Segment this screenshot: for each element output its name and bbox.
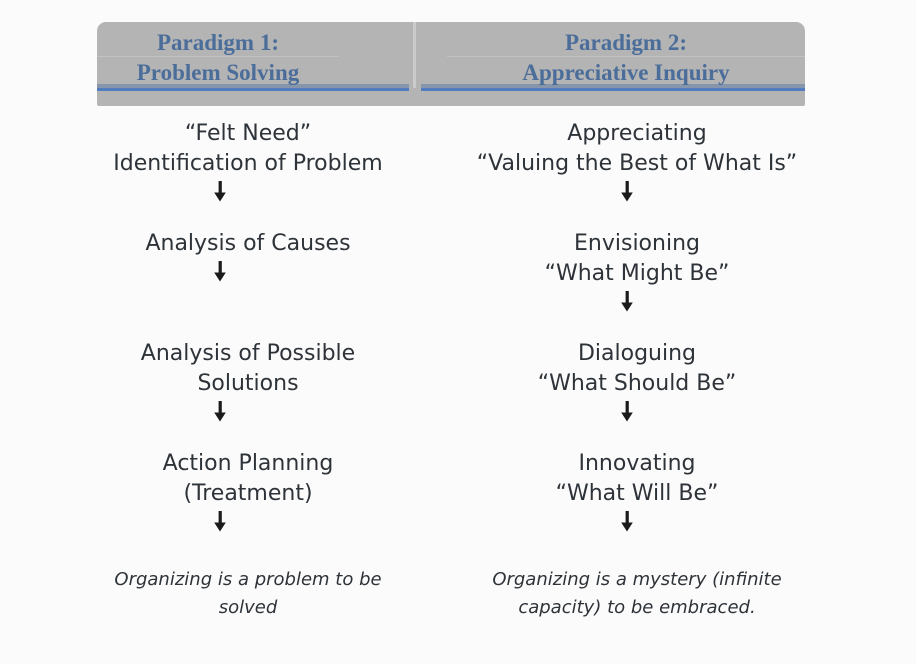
step-envisioning <box>442 220 832 330</box>
caption-text: Organizing is a mystery (infinite capacity) to be embraced. <box>492 569 782 618</box>
step-text: (Treatment) <box>183 481 313 506</box>
step-text: “What Should Be” <box>537 371 737 396</box>
step-dialoguing <box>442 330 832 440</box>
caption-appreciative-inquiry <box>442 550 832 622</box>
step-text: Dialoguing <box>577 341 697 366</box>
step-text: Action Planning <box>162 451 334 476</box>
step-text: “What Might Be” <box>544 261 730 286</box>
step-text: Analysis of Causes <box>145 231 351 256</box>
header-paradigm-1-line1: Paradigm 1: <box>97 22 339 57</box>
header-paradigm-2-line1: Paradigm 2: <box>447 22 805 57</box>
step-innovating <box>442 440 832 550</box>
down-arrow-icon <box>619 291 635 312</box>
down-arrow-icon <box>212 401 228 422</box>
step-text: Solutions <box>197 371 299 396</box>
step-text: Identification of Problem <box>113 151 383 176</box>
down-arrow-icon <box>212 181 228 202</box>
column-problem-solving <box>73 110 423 622</box>
step-text: Analysis of Possible <box>140 341 356 366</box>
step-analysis-of-possible-solutions <box>73 330 423 440</box>
step-action-planning <box>73 440 423 550</box>
down-arrow-icon <box>212 261 228 282</box>
header-band <box>97 22 805 106</box>
caption-text: Organizing is a problem to be solved <box>114 569 382 618</box>
step-felt-need <box>73 110 423 220</box>
step-text: “Felt Need” <box>184 121 312 146</box>
step-text: Innovating <box>578 451 696 476</box>
header-paradigm-1-line2: Problem Solving <box>136 60 300 85</box>
caption-problem-solving <box>73 550 423 622</box>
step-text: “What Will Be” <box>555 481 719 506</box>
header-paradigm-2 <box>421 22 805 91</box>
down-arrow-icon <box>619 401 635 422</box>
down-arrow-icon <box>619 181 635 202</box>
step-analysis-of-causes <box>73 220 423 330</box>
step-text: Appreciating <box>567 121 707 146</box>
header-column-divider <box>409 22 421 88</box>
down-arrow-icon <box>619 511 635 532</box>
step-appreciating <box>442 110 832 220</box>
down-arrow-icon <box>212 511 228 532</box>
header-paradigm-1 <box>97 22 409 91</box>
header-paradigm-2-line2: Appreciative Inquiry <box>522 60 730 85</box>
step-text: Envisioning <box>574 231 700 256</box>
column-appreciative-inquiry <box>442 110 832 622</box>
step-text: “Valuing the Best of What Is” <box>476 151 798 176</box>
